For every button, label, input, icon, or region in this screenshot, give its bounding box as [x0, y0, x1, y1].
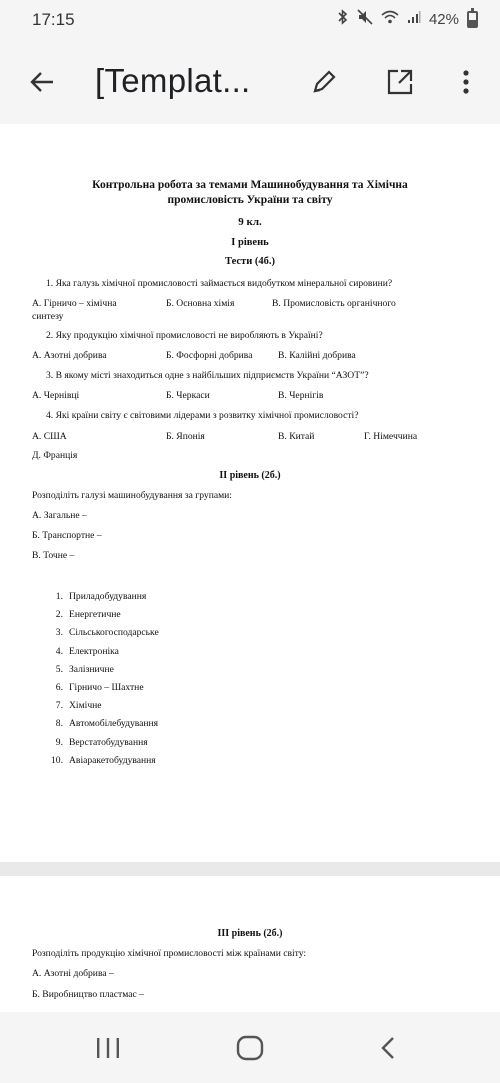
list-item-number: 2. — [55, 609, 63, 621]
q1-option-c: В. Промисловість органічного — [272, 298, 396, 309]
document-viewer[interactable] — [0, 124, 500, 1012]
doc-title-line2: промисловість України та світу — [167, 194, 333, 206]
list-item-number: 6. — [55, 682, 63, 693]
list-item — [48, 664, 114, 675]
pencil-icon[interactable] — [304, 62, 344, 102]
list-item — [48, 627, 159, 638]
list-item — [48, 682, 144, 693]
group-a: А. Загальне – — [32, 510, 87, 521]
back-arrow-icon[interactable] — [22, 62, 62, 102]
level3-heading: ІІІ рівень (2б.) — [217, 928, 283, 939]
list-item-number: 9. — [55, 736, 63, 748]
list-item — [48, 755, 156, 766]
open-external-icon[interactable] — [380, 62, 420, 102]
battery-percent: 42% — [428, 10, 459, 28]
list-item — [48, 609, 121, 620]
wifi-icon — [381, 10, 399, 28]
q4-option-c: В. Китай — [278, 431, 315, 442]
question-3: 3. В якому місті знаходиться одне з найбільших підприємств України “АЗОТ”? — [46, 370, 369, 381]
list-item — [48, 737, 148, 748]
navigation-bar — [0, 1012, 500, 1083]
list-item-number: 4. — [55, 645, 63, 657]
list-item-text: Авіаракетобудування — [69, 754, 156, 766]
group-c: В. Точне – — [32, 550, 75, 561]
list-item-number: 7. — [55, 700, 63, 712]
task-2: Розподіліть галузі машинобудування за групами: — [32, 490, 232, 501]
question-4: 4. Які країни світу є світовими лідерами з розвитку хімічної промисловості? — [46, 410, 359, 421]
list-item-number: 10. — [51, 754, 63, 766]
q1-option-c-wrap: синтезу — [32, 311, 64, 322]
q3-option-b: Б. Черкаси — [166, 390, 210, 401]
more-vert-icon[interactable] — [446, 62, 486, 102]
product-a: А. Азотні добрива – — [32, 968, 114, 979]
list-item-text: Автомобілебудування — [69, 718, 159, 730]
back-icon[interactable] — [364, 1030, 412, 1066]
list-item-text: Сільськогосподарське — [69, 627, 159, 639]
list-item-number: 3. — [55, 627, 63, 639]
list-item — [48, 718, 158, 729]
level1-heading: І рівень — [231, 237, 269, 248]
document-title: [Templat... — [95, 62, 251, 99]
battery-level — [469, 20, 476, 25]
q1-option-b: Б. Основна хімія — [166, 298, 235, 309]
q4-option-a: А. США — [32, 431, 67, 442]
product-b: Б. Виробництво пластмас – — [32, 989, 144, 1000]
task-3: Розподіліть продукцію хімічної промисловості між країнами світу: — [32, 948, 307, 959]
list-item-text: Приладобудування — [69, 591, 147, 602]
recent-apps-icon[interactable] — [84, 1030, 132, 1066]
document-page-1 — [0, 124, 500, 862]
list-item-text: Енергетичне — [69, 609, 121, 621]
list-item-text: Залізничне — [69, 663, 114, 675]
list-item — [48, 591, 146, 602]
app-bar — [0, 40, 500, 124]
status-bar — [0, 0, 500, 40]
q1-option-a: А. Гірничо – хімічна — [32, 298, 117, 309]
list-item-text: Гірничо – Шахтне — [69, 682, 144, 693]
q3-option-c: В. Чернігів — [278, 390, 324, 401]
list-item-number: 1. — [55, 591, 63, 602]
question-2: 2. Яку продукцію хімічної промисловості не виробляють в Україні? — [46, 330, 323, 341]
signal-icon — [407, 10, 421, 28]
q2-option-b: Б. Фосфорні добрива — [166, 350, 253, 361]
status-icons — [337, 9, 478, 29]
list-item-text: Електроніка — [69, 645, 119, 657]
q4-option-d: Г. Німеччина — [364, 431, 418, 442]
q2-option-a: А. Азотні добрива — [32, 350, 107, 361]
document-page-2 — [0, 876, 500, 1012]
q3-option-a: А. Чернівці — [32, 390, 80, 401]
group-b: Б. Транспортне – — [32, 530, 102, 541]
list-item — [48, 700, 102, 711]
q4-option-e: Д. Франція — [32, 450, 78, 461]
battery-icon — [467, 11, 478, 28]
list-item-number: 5. — [55, 663, 63, 675]
bluetooth-icon — [337, 9, 349, 29]
level2-heading: ІІ рівень (2б.) — [219, 470, 281, 481]
grade: 9 кл. — [238, 216, 262, 228]
question-1: 1. Яка галузь хімічної промисловості займається видобутком мінеральної сировини? — [46, 278, 393, 289]
list-item-text: Хімічне — [69, 700, 102, 712]
q2-option-c: В. Калійні добрива — [278, 350, 356, 361]
status-time: 17:15 — [32, 10, 75, 29]
mute-icon — [357, 9, 373, 29]
list-item-text: Верстатобудування — [69, 736, 148, 748]
q4-option-b: Б. Японія — [166, 431, 205, 442]
list-item-number: 8. — [55, 718, 63, 730]
list-item — [48, 646, 119, 657]
doc-title-line1: Контрольна робота за темами Машинобудування та Хімічна — [92, 179, 408, 191]
tests-heading: Тести (4б.) — [224, 256, 275, 267]
home-icon[interactable] — [226, 1030, 274, 1066]
